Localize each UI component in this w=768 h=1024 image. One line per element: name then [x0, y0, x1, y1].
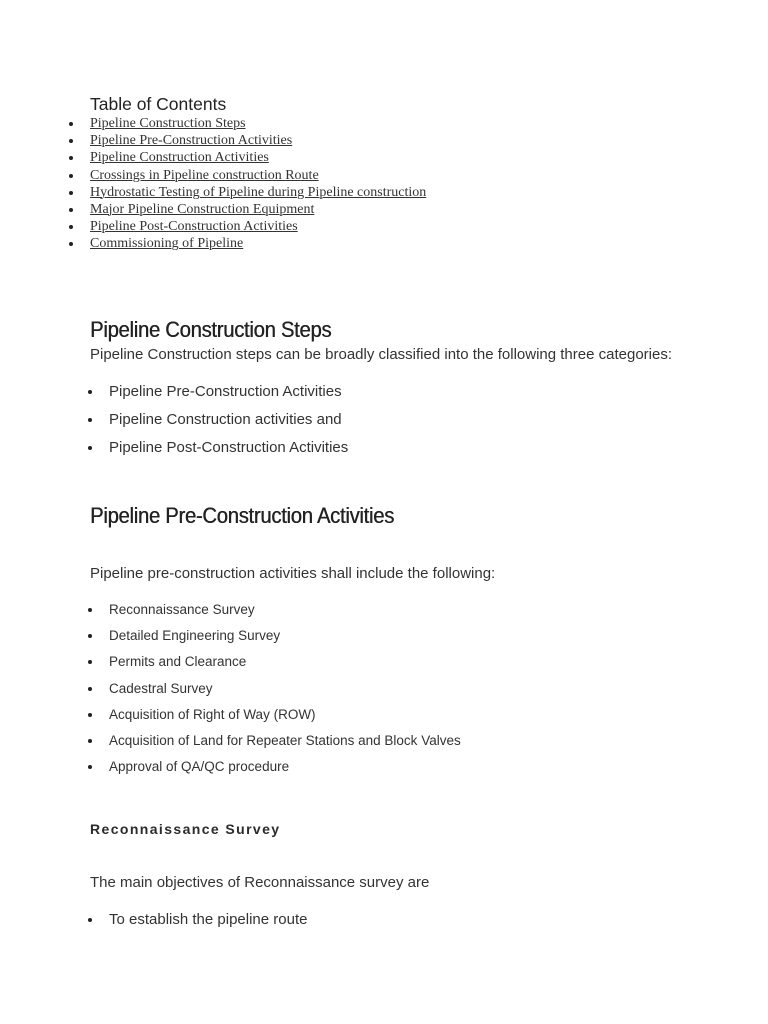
list-item: Permits and Clearance: [109, 652, 461, 678]
toc-item: [90, 132, 730, 149]
toc-item: [90, 184, 730, 201]
toc-list: [90, 115, 730, 253]
list-item: Acquisition of Land for Repeater Stations and Block Valves: [109, 731, 461, 757]
list-item: Pipeline Post-Construction Activities: [109, 437, 348, 465]
list-item: Pipeline Pre-Construction Activities: [109, 381, 348, 409]
toc-item: [90, 115, 730, 132]
list-item: Pipeline Construction activities and: [109, 409, 348, 437]
subsection-heading-reconnaissance: Reconnaissance Survey: [90, 821, 281, 837]
list-item: Cadestral Survey: [109, 679, 461, 705]
toc-link-commissioning[interactable]: Commissioning of Pipeline: [90, 236, 244, 252]
objectives-list: [109, 909, 307, 937]
list-item: Detailed Engineering Survey: [109, 626, 461, 652]
toc-link-post-construction[interactable]: Pipeline Post-Construction Activities: [90, 219, 298, 235]
toc-item: [90, 201, 730, 218]
toc-link-construction-activities[interactable]: Pipeline Construction Activities: [90, 150, 269, 166]
toc-item: [90, 235, 730, 252]
toc-link-construction-steps[interactable]: Pipeline Construction Steps: [90, 116, 246, 131]
list-item: To establish the pipeline route: [109, 909, 307, 937]
section-intro: Pipeline pre-construction activities shall include the following:: [90, 565, 496, 582]
list-item: Acquisition of Right of Way (ROW): [109, 705, 461, 731]
list-item: Reconnaissance Survey: [109, 600, 461, 626]
toc-link-hydrostatic-testing[interactable]: Hydrostatic Testing of Pipeline during Pipeline construction: [90, 184, 427, 200]
pre-construction-list: [109, 600, 461, 783]
toc-item: [90, 167, 730, 184]
section-intro: The main objectives of Reconnaissance survey are: [90, 874, 430, 891]
section-heading-construction-steps: Pipeline Construction Steps: [90, 317, 332, 342]
toc-title: Table of Contents: [90, 94, 227, 114]
toc-item: [90, 218, 730, 235]
toc-link-crossings[interactable]: Crossings in Pipeline construction Route: [90, 167, 319, 183]
toc-link-pre-construction[interactable]: Pipeline Pre-Construction Activities: [90, 133, 293, 149]
section-intro: Pipeline Construction steps can be broadly classified into the following three categories:: [90, 346, 672, 363]
toc-link-equipment[interactable]: Major Pipeline Construction Equipment: [90, 201, 315, 217]
section-heading-pre-construction: Pipeline Pre-Construction Activities: [90, 503, 394, 528]
list-item: Approval of QA/QC procedure: [109, 757, 461, 783]
category-list: [109, 381, 348, 465]
toc-item: [90, 149, 730, 166]
